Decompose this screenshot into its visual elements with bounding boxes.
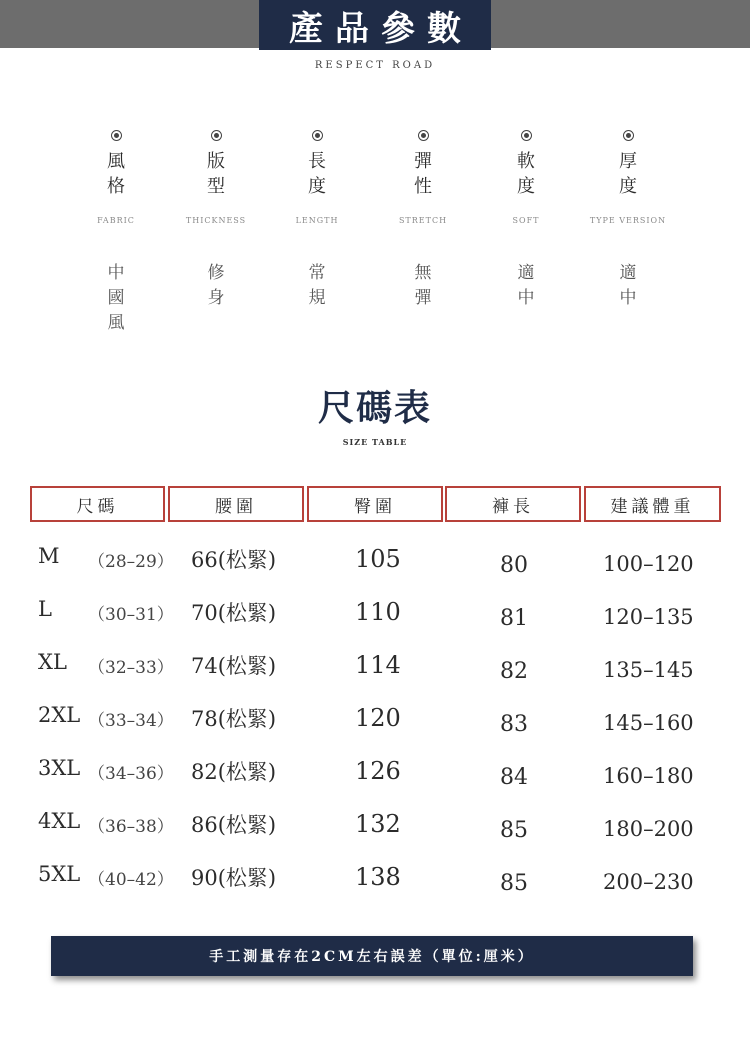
size-cell: XL bbox=[38, 650, 67, 674]
attribute-column bbox=[578, 130, 678, 308]
size-cell: 2XL bbox=[38, 703, 81, 727]
range-cell: （40–42） bbox=[88, 870, 174, 890]
length-cell: 83 bbox=[500, 712, 528, 737]
attribute-value: 適中 bbox=[619, 263, 637, 308]
column-header-size: 尺碼 bbox=[30, 486, 165, 522]
weight-cell: 145–160 bbox=[603, 711, 694, 735]
weight-cell: 160–180 bbox=[603, 764, 694, 788]
range-cell: （34–36） bbox=[88, 764, 174, 784]
attribute-name: 風格 bbox=[107, 151, 125, 197]
length-cell: 81 bbox=[500, 606, 528, 631]
radio-dot-icon bbox=[312, 130, 323, 141]
waist-cell: 70(松緊) bbox=[191, 601, 277, 625]
attribute-english: SOFT bbox=[512, 216, 540, 225]
attribute-value: 適中 bbox=[517, 263, 535, 308]
attribute-value: 無彈 bbox=[414, 263, 432, 308]
attribute-column bbox=[373, 130, 473, 308]
size-cell: M bbox=[38, 544, 60, 568]
weight-cell: 135–145 bbox=[603, 658, 694, 682]
range-cell: （28–29） bbox=[88, 552, 174, 572]
length-cell: 85 bbox=[500, 871, 528, 896]
attribute-english: LENGTH bbox=[295, 216, 339, 225]
hip-cell: 105 bbox=[355, 545, 401, 573]
weight-cell: 180–200 bbox=[603, 817, 694, 841]
attribute-name: 彈性 bbox=[414, 151, 432, 197]
size-table-title: 尺碼表 bbox=[317, 387, 432, 429]
radio-dot-icon bbox=[521, 130, 532, 141]
radio-dot-icon bbox=[111, 130, 122, 141]
range-cell: （33–34） bbox=[88, 711, 174, 731]
attribute-value: 修身 bbox=[207, 263, 225, 308]
weight-cell: 100–120 bbox=[603, 552, 694, 576]
waist-cell: 74(松緊) bbox=[191, 654, 277, 678]
size-cell: 5XL bbox=[38, 862, 81, 886]
column-header-length: 褲長 bbox=[445, 486, 581, 522]
waist-cell: 82(松緊) bbox=[191, 760, 277, 784]
hip-cell: 110 bbox=[355, 598, 401, 626]
waist-cell: 90(松緊) bbox=[191, 866, 277, 890]
size-cell: 3XL bbox=[38, 756, 81, 780]
radio-dot-icon bbox=[211, 130, 222, 141]
column-header-hip: 臀圍 bbox=[307, 486, 443, 522]
attribute-english: TYPE VERSION bbox=[589, 216, 667, 225]
range-cell: （30–31） bbox=[88, 605, 174, 625]
measurement-note-text: 手工測量存在2CM左右誤差（單位:厘米） bbox=[209, 949, 535, 965]
length-cell: 84 bbox=[500, 765, 528, 790]
size-cell: L bbox=[38, 597, 52, 621]
attribute-name: 厚度 bbox=[619, 151, 637, 197]
length-cell: 82 bbox=[500, 659, 528, 684]
page-subtitle: RESPECT ROAD bbox=[314, 60, 436, 71]
banner-title-box bbox=[259, 0, 491, 50]
range-cell: （36–38） bbox=[88, 817, 174, 837]
length-cell: 85 bbox=[500, 818, 528, 843]
attribute-value: 常規 bbox=[308, 263, 326, 308]
waist-cell: 66(松緊) bbox=[191, 548, 277, 572]
hip-cell: 138 bbox=[355, 863, 401, 891]
attribute-name: 長度 bbox=[308, 151, 326, 197]
attribute-english: THICKNESS bbox=[185, 216, 247, 225]
range-cell: （32–33） bbox=[88, 658, 174, 678]
hip-cell: 114 bbox=[355, 651, 401, 679]
column-header-weight: 建議體重 bbox=[584, 486, 721, 522]
hip-cell: 126 bbox=[355, 757, 401, 785]
waist-cell: 86(松緊) bbox=[191, 813, 277, 837]
measurement-note bbox=[51, 936, 693, 976]
attribute-name: 版型 bbox=[207, 151, 225, 197]
attribute-english: STRETCH bbox=[398, 216, 448, 225]
waist-cell: 78(松緊) bbox=[191, 707, 277, 731]
attribute-column bbox=[267, 130, 367, 308]
column-header-waist: 腰圍 bbox=[168, 486, 304, 522]
weight-cell: 120–135 bbox=[603, 605, 694, 629]
attribute-column bbox=[476, 130, 576, 308]
radio-dot-icon bbox=[418, 130, 429, 141]
attribute-column bbox=[166, 130, 266, 308]
radio-dot-icon bbox=[623, 130, 634, 141]
attribute-english: FABRIC bbox=[97, 216, 135, 225]
hip-cell: 120 bbox=[355, 704, 401, 732]
size-table-subtitle: SIZE TABLE bbox=[342, 437, 408, 447]
attribute-name: 軟度 bbox=[517, 151, 535, 197]
attribute-column bbox=[66, 130, 166, 333]
attribute-value: 中國風 bbox=[107, 263, 125, 333]
hip-cell: 132 bbox=[355, 810, 401, 838]
page-title: 產品參數 bbox=[289, 8, 473, 49]
size-cell: 4XL bbox=[38, 809, 81, 833]
weight-cell: 200–230 bbox=[603, 870, 694, 894]
length-cell: 80 bbox=[500, 553, 528, 578]
